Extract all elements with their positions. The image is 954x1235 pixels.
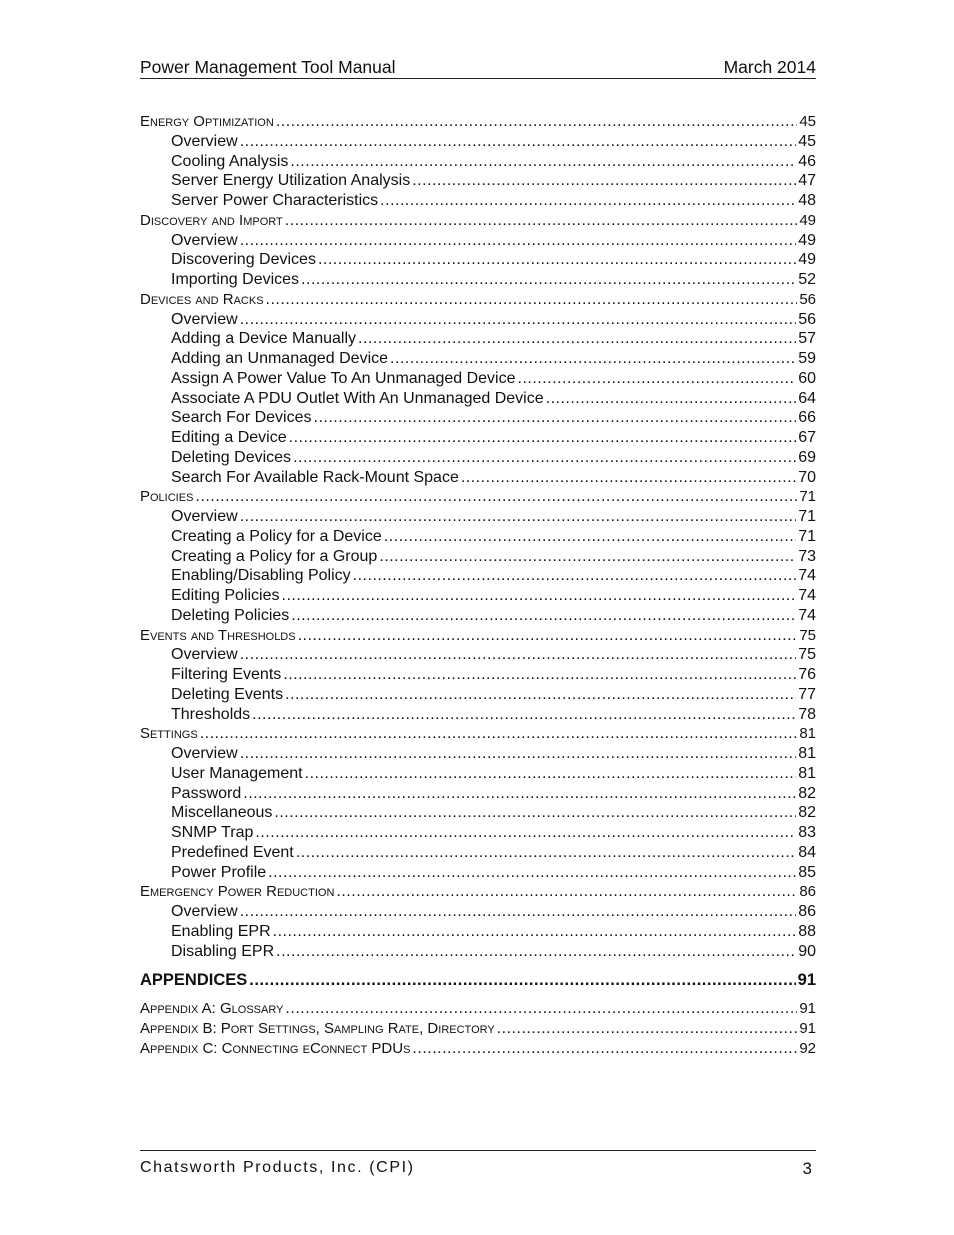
- toc-entry[interactable]: [140, 389, 816, 409]
- toc-entry-page: 81: [799, 725, 816, 743]
- toc-entry[interactable]: [140, 1039, 816, 1059]
- toc-entry-label: Deleting Events: [171, 685, 284, 703]
- toc-dot-leader: [390, 349, 796, 369]
- toc-entry-label: Overview: [171, 508, 238, 525]
- toc-entry-page: 77: [798, 685, 816, 703]
- toc-entry-page: 70: [798, 468, 816, 486]
- toc-entry-label: Devices and Racks: [140, 290, 264, 308]
- toc-entry[interactable]: [140, 922, 816, 942]
- toc-dot-leader: [240, 507, 797, 527]
- toc-entry-page: 90: [798, 942, 816, 960]
- toc-dot-leader: [289, 428, 797, 448]
- toc-dot-leader: [285, 211, 798, 231]
- toc-dot-leader: [298, 626, 798, 646]
- toc-dot-leader: [380, 191, 796, 211]
- toc-entry[interactable]: [140, 231, 816, 251]
- toc-entry[interactable]: [140, 527, 816, 547]
- toc-entry[interactable]: [140, 171, 816, 191]
- toc-dot-leader: [285, 999, 797, 1019]
- toc-entry-page: 81: [798, 764, 816, 782]
- toc-dot-leader: [379, 547, 796, 567]
- toc-dot-leader: [461, 468, 796, 488]
- toc-entry-label: Cooling Analysis: [171, 152, 289, 170]
- toc-entry-page: 74: [798, 587, 816, 604]
- toc-entry[interactable]: [140, 310, 816, 330]
- toc-entry-label: Appendix C: Connecting eConnect PDUs: [140, 1039, 411, 1057]
- toc-entry[interactable]: [140, 290, 816, 310]
- toc-dot-leader: [291, 606, 796, 626]
- toc-entry-label: Creating a Policy for a Device: [171, 527, 382, 545]
- toc-entry-label: Search For Devices: [171, 409, 312, 427]
- toc-entry-page: 45: [799, 113, 816, 130]
- manual-date: March 2014: [723, 57, 816, 77]
- company-name: Chatsworth Products, Inc. (CPI): [140, 1159, 415, 1176]
- toc-dot-leader: [276, 942, 796, 962]
- toc-entry-page: 56: [799, 290, 816, 308]
- toc-entry-label: Policies: [140, 488, 194, 506]
- toc-entry-label: Importing Devices: [171, 271, 300, 288]
- toc-entry-label: SNMP Trap: [171, 824, 254, 841]
- toc-entry[interactable]: [140, 863, 816, 883]
- toc-dot-leader: [240, 310, 797, 330]
- toc-entry-label: Adding a Device Manually: [171, 330, 356, 348]
- toc-entry[interactable]: [140, 606, 816, 626]
- toc-entry-page: 59: [798, 350, 816, 367]
- toc-entry-label: Enabling/Disabling Policy: [171, 567, 351, 585]
- toc-entry[interactable]: [140, 843, 816, 863]
- toc-entry[interactable]: [140, 999, 816, 1019]
- toc-entry[interactable]: [140, 665, 816, 685]
- toc-entry[interactable]: [140, 349, 816, 369]
- toc-dot-leader: [200, 724, 798, 744]
- toc-entry-page: 86: [799, 883, 816, 901]
- toc-entry-page: 73: [798, 547, 816, 565]
- toc-entry-label: Editing a Device: [171, 429, 287, 446]
- toc-entry[interactable]: [140, 645, 816, 665]
- toc-dot-leader: [276, 112, 798, 132]
- toc-entry-label: Enabling EPR: [171, 922, 271, 940]
- toc-entry[interactable]: [140, 626, 816, 646]
- toc-entry-label: Deleting Policies: [171, 606, 290, 624]
- toc-entry-page: 47: [798, 172, 816, 190]
- toc-entry-page: 88: [798, 922, 816, 940]
- toc-entry-label: Filtering Events: [171, 666, 282, 683]
- toc-entry[interactable]: [140, 152, 816, 172]
- toc-entry[interactable]: [140, 448, 816, 468]
- toc-entry[interactable]: [140, 112, 816, 132]
- toc-entry[interactable]: [140, 764, 816, 784]
- toc-dot-leader: [240, 744, 797, 764]
- toc-entry[interactable]: [140, 329, 816, 349]
- toc-entry-label: APPENDICES: [140, 971, 248, 990]
- toc-dot-leader: [518, 369, 797, 389]
- toc-dot-leader: [293, 448, 796, 468]
- toc-dot-leader: [290, 152, 796, 172]
- toc-entry-label: Assign A Power Value To An Unmanaged Device: [171, 369, 516, 387]
- toc-entry[interactable]: [140, 1019, 816, 1039]
- toc-entry-page: 83: [798, 824, 816, 841]
- toc-entry-label: Overview: [171, 745, 238, 762]
- toc-entry-page: 84: [798, 843, 816, 861]
- toc-entry[interactable]: [140, 823, 816, 843]
- toc-entry-label: Server Power Characteristics: [171, 192, 379, 209]
- toc-entry-label: Energy Optimization: [140, 113, 274, 130]
- toc-entry-page: 86: [798, 903, 816, 920]
- toc-entry[interactable]: [140, 468, 816, 488]
- toc-entry-page: 69: [798, 448, 816, 466]
- toc-dot-leader: [285, 685, 796, 705]
- toc-entry[interactable]: [140, 487, 816, 507]
- page-header: [140, 56, 816, 79]
- toc-entry[interactable]: [140, 586, 816, 606]
- toc-entry-page: 71: [799, 488, 816, 506]
- toc-entry-page: 92: [799, 1039, 816, 1057]
- toc-dot-leader: [546, 389, 797, 409]
- toc-entry-label: Settings: [140, 725, 198, 743]
- toc-dot-leader: [249, 969, 795, 991]
- toc-entry-label: Overview: [171, 132, 238, 150]
- toc-entry[interactable]: [140, 211, 816, 231]
- toc-entry-label: Appendix A: Glossary: [140, 1000, 284, 1018]
- toc-entry-page: 52: [798, 271, 816, 288]
- toc-dot-leader: [296, 843, 796, 863]
- toc-dot-leader: [497, 1019, 798, 1039]
- toc-entry-label: Predefined Event: [171, 843, 294, 861]
- manual-title: Power Management Tool Manual: [140, 57, 396, 77]
- toc-entry-label: Emergency Power Reduction: [140, 883, 335, 901]
- toc-entry-page: 75: [798, 646, 816, 664]
- toc-entry[interactable]: [140, 132, 816, 152]
- toc-entry[interactable]: [140, 428, 816, 448]
- toc-entry[interactable]: [140, 191, 816, 211]
- toc-entry-page: 81: [798, 745, 816, 762]
- toc-dot-leader: [282, 586, 797, 606]
- toc-dot-leader: [358, 329, 796, 349]
- toc-dot-leader: [353, 566, 797, 586]
- toc-dot-leader: [314, 408, 797, 428]
- toc-entry[interactable]: [140, 882, 816, 902]
- toc-entry[interactable]: [140, 784, 816, 804]
- toc-entry-label: Discovery and Import: [140, 211, 283, 229]
- toc-entry-page: 49: [798, 231, 816, 249]
- toc-entry-page: 49: [798, 251, 816, 269]
- toc-dot-leader: [195, 487, 797, 507]
- toc-entry-page: 60: [798, 369, 816, 387]
- toc-dot-leader: [243, 784, 796, 804]
- page-number: 3: [802, 1159, 812, 1178]
- toc-entry[interactable]: [140, 566, 816, 586]
- toc-entry[interactable]: [140, 902, 816, 922]
- toc-dot-leader: [305, 764, 797, 784]
- toc-entry[interactable]: [140, 507, 816, 527]
- toc-entry[interactable]: [140, 250, 816, 270]
- toc-entry[interactable]: [140, 685, 816, 705]
- toc-entry-page: 75: [799, 626, 816, 644]
- toc-dot-leader: [273, 922, 797, 942]
- toc-entry-page: 91: [797, 971, 816, 990]
- toc-entry[interactable]: [140, 547, 816, 567]
- toc-dot-leader: [240, 902, 797, 922]
- toc-entry[interactable]: [140, 803, 816, 823]
- toc-entry[interactable]: [140, 408, 816, 428]
- toc-entry-page: 64: [798, 389, 816, 407]
- toc-entry-page: 67: [798, 429, 816, 446]
- toc-entry-label: Password: [171, 784, 242, 802]
- toc-dot-leader: [301, 270, 796, 290]
- toc-entry-label: Thresholds: [171, 705, 251, 723]
- toc-dot-leader: [274, 803, 796, 823]
- toc-entry-page: 82: [798, 784, 816, 802]
- toc-dot-leader: [412, 171, 796, 191]
- toc-entry-page: 76: [798, 666, 816, 683]
- toc-entry[interactable]: [140, 969, 816, 999]
- toc-dot-leader: [384, 527, 796, 547]
- toc-entry-page: 45: [798, 132, 816, 150]
- toc-entry-page: 74: [798, 567, 816, 585]
- toc-entry-label: Overview: [171, 231, 238, 249]
- toc-dot-leader: [240, 645, 797, 665]
- toc-entry-label: Discovering Devices: [171, 251, 316, 269]
- toc-entry-page: 57: [798, 330, 816, 348]
- toc-entry[interactable]: [140, 724, 816, 744]
- toc-entry-page: 91: [799, 1020, 816, 1037]
- table-of-contents: [140, 112, 816, 1059]
- toc-entry-page: 46: [798, 152, 816, 170]
- toc-entry-page: 49: [799, 211, 816, 229]
- page-footer: [140, 1150, 816, 1181]
- toc-entry-page: 82: [798, 804, 816, 822]
- toc-dot-leader: [266, 290, 798, 310]
- toc-entry-label: Overview: [171, 646, 238, 664]
- toc-entry-page: 85: [798, 863, 816, 881]
- toc-entry-label: Associate A PDU Outlet With An Unmanaged Device: [171, 389, 544, 407]
- toc-entry[interactable]: [140, 369, 816, 389]
- toc-entry-label: Creating a Policy for a Group: [171, 547, 378, 565]
- toc-entry-page: 48: [798, 192, 816, 209]
- toc-entry-page: 78: [798, 705, 816, 723]
- toc-entry-label: Disabling EPR: [171, 942, 275, 960]
- toc-entry-label: Events and Thresholds: [140, 626, 296, 644]
- toc-entry-label: Adding an Unmanaged Device: [171, 350, 389, 367]
- toc-entry-page: 71: [798, 527, 816, 545]
- toc-dot-leader: [252, 705, 796, 725]
- toc-entry[interactable]: [140, 705, 816, 725]
- toc-entry-label: Power Profile: [171, 863, 267, 881]
- toc-entry-page: 71: [798, 508, 816, 525]
- toc-dot-leader: [412, 1039, 797, 1059]
- toc-dot-leader: [255, 823, 796, 843]
- toc-entry[interactable]: [140, 270, 816, 290]
- toc-entry-label: Miscellaneous: [171, 804, 273, 822]
- toc-entry-page: 91: [799, 1000, 816, 1018]
- toc-entry-page: 66: [798, 409, 816, 427]
- toc-entry-label: User Management: [171, 764, 303, 782]
- toc-dot-leader: [240, 231, 797, 251]
- toc-entry-label: Search For Available Rack-Mount Space: [171, 468, 459, 486]
- toc-entry-page: 74: [798, 606, 816, 624]
- toc-dot-leader: [240, 132, 797, 152]
- toc-entry-label: Overview: [171, 903, 238, 920]
- toc-dot-leader: [318, 250, 796, 270]
- toc-entry-page: 56: [798, 310, 816, 328]
- toc-entry-label: Editing Policies: [171, 587, 280, 604]
- toc-entry-label: Server Energy Utilization Analysis: [171, 172, 411, 190]
- toc-dot-leader: [283, 665, 796, 685]
- toc-dot-leader: [268, 863, 796, 883]
- toc-dot-leader: [336, 882, 797, 902]
- toc-entry-label: Appendix B: Port Settings, Sampling Rate, Directory: [140, 1020, 495, 1037]
- toc-entry[interactable]: [140, 942, 816, 962]
- toc-entry-label: Overview: [171, 310, 238, 328]
- toc-entry-label: Deleting Devices: [171, 448, 292, 466]
- toc-entry[interactable]: [140, 744, 816, 764]
